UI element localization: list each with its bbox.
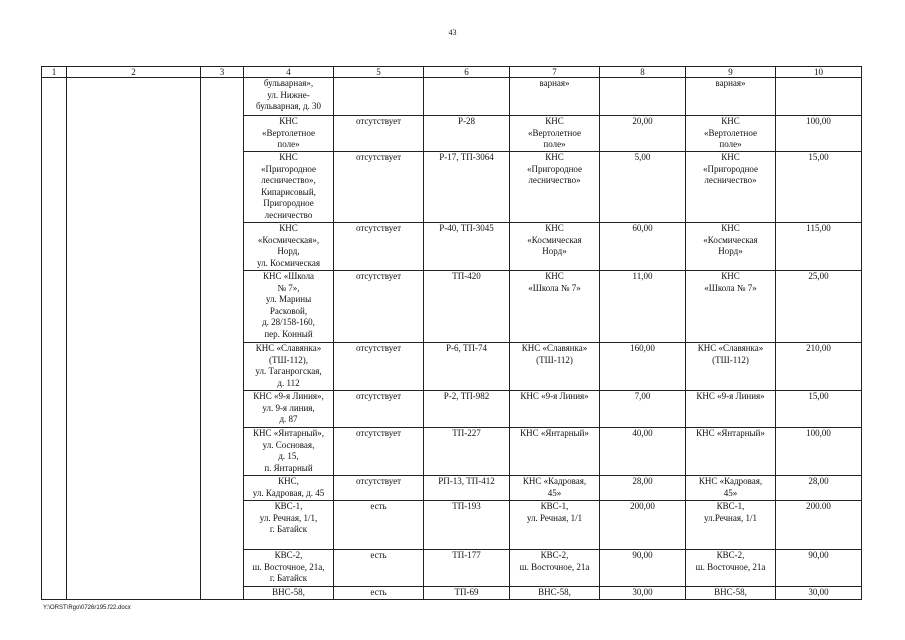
- cell-c4: КНС «Пригородное лесничество», Кипарисовый, Пригородное лесничество: [244, 152, 334, 223]
- cell-c5: есть: [334, 587, 424, 600]
- cell-c8: 60,00: [600, 223, 686, 271]
- cell-c9: КНС «Вертолетное поле»: [686, 116, 776, 152]
- cell-c4: КВС-1, ул. Речная, 1/1, г. Батайск: [244, 501, 334, 550]
- cell-c6: ТП-420: [424, 271, 510, 343]
- cell-c10: 210,00: [776, 343, 862, 391]
- cell-c6: [424, 78, 510, 116]
- cell-c6: РП-13, ТП-412: [424, 476, 510, 501]
- cell-c8: 90,00: [600, 550, 686, 587]
- cell-c8: 28,00: [600, 476, 686, 501]
- cell-c5: есть: [334, 550, 424, 587]
- cell-c7: КНС «Кадровая, 45»: [510, 476, 600, 501]
- cell-c5: отсутствует: [334, 116, 424, 152]
- cell-c7: КВС-1, ул. Речная, 1/1: [510, 501, 600, 550]
- cell-c7: КВС-2, ш. Восточное, 21а: [510, 550, 600, 587]
- cell-c10: 90,00: [776, 550, 862, 587]
- cell-c6: Р-17, ТП-3064: [424, 152, 510, 223]
- cell-c8: 20,00: [600, 116, 686, 152]
- cell-c6: ТП-193: [424, 501, 510, 550]
- cell-c6: Р-40, ТП-3045: [424, 223, 510, 271]
- cell-c5: отсутствует: [334, 271, 424, 343]
- cell-c4: КВС-2, ш. Восточное, 21а, г. Батайск: [244, 550, 334, 587]
- cell-c5: [334, 78, 424, 116]
- data-table: [41, 66, 862, 600]
- cell-c5: отсутствует: [334, 428, 424, 476]
- header-cell: 7: [510, 67, 600, 78]
- header-cell: 4: [244, 67, 334, 78]
- cell-c7: варная»: [510, 78, 600, 116]
- table-row: [42, 78, 862, 116]
- cell-c9: варная»: [686, 78, 776, 116]
- cell-c6: ТП-177: [424, 550, 510, 587]
- cell-c10: 100,00: [776, 116, 862, 152]
- cell-c7: КНС «Славянка» (ТШ-112): [510, 343, 600, 391]
- cell-c10: 30,00: [776, 587, 862, 600]
- cell-c4: КНС «Славянка» (ТШ-112), ул. Таганрогская, д. 112: [244, 343, 334, 391]
- header-cell: 2: [67, 67, 201, 78]
- cell-c10: 200.00: [776, 501, 862, 550]
- cell-c10: 28,00: [776, 476, 862, 501]
- cell-c8: 200,00: [600, 501, 686, 550]
- cell-c4: КНС «9-я Линия», ул. 9-я линия, д. 87: [244, 391, 334, 428]
- cell-c9: КНС «9-я Линия»: [686, 391, 776, 428]
- header-cell: 5: [334, 67, 424, 78]
- cell-c4: КНС «Космическая», Норд, ул. Космическая: [244, 223, 334, 271]
- cell-c9: КНС «Космическая Норд»: [686, 223, 776, 271]
- cell-c10: 25,00: [776, 271, 862, 343]
- cell-c9: КНС «Янтарный»: [686, 428, 776, 476]
- cell-c6: Р-2, ТП-982: [424, 391, 510, 428]
- cell-c7: КНС «Вертолетное поле»: [510, 116, 600, 152]
- cell-c5: отсутствует: [334, 223, 424, 271]
- cell-c7: КНС «Космическая Норд»: [510, 223, 600, 271]
- cell-c5: есть: [334, 501, 424, 550]
- file-path-footer: Y:\ORST\Rgo\0726r195.f22.docx: [43, 605, 131, 611]
- cell-c8: 30,00: [600, 587, 686, 600]
- cell-c8: 11,00: [600, 271, 686, 343]
- cell-c6: ТП-69: [424, 587, 510, 600]
- cell-c9: КНС «Школа № 7»: [686, 271, 776, 343]
- cell-c6: Р-6, ТП-74: [424, 343, 510, 391]
- merged-cell-c3: [201, 78, 244, 600]
- table-header-row: [42, 67, 862, 78]
- cell-c7: ВНС-58,: [510, 587, 600, 600]
- cell-c4: КНС «Янтарный», ул. Сосновая, д. 15, п. Янтарный: [244, 428, 334, 476]
- cell-c7: КНС «9-я Линия»: [510, 391, 600, 428]
- merged-cell-c1: [42, 78, 67, 600]
- cell-c7: КНС «Школа № 7»: [510, 271, 600, 343]
- cell-c6: ТП-227: [424, 428, 510, 476]
- merged-cell-c2: [67, 78, 201, 600]
- cell-c6: Р-28: [424, 116, 510, 152]
- cell-c9: КНС «Кадровая, 45»: [686, 476, 776, 501]
- header-cell: 3: [201, 67, 244, 78]
- page-number: 43: [448, 28, 457, 37]
- cell-c4: КНС «Вертолетное поле»: [244, 116, 334, 152]
- cell-c9: КНС «Славянка» (ТШ-112): [686, 343, 776, 391]
- cell-c10: 115,00: [776, 223, 862, 271]
- cell-c8: 7,00: [600, 391, 686, 428]
- header-cell: 10: [776, 67, 862, 78]
- header-cell: 1: [42, 67, 67, 78]
- cell-c9: КВС-1, ул.Речная, 1/1: [686, 501, 776, 550]
- cell-c9: КНС «Пригородное лесничество»: [686, 152, 776, 223]
- cell-c8: 40,00: [600, 428, 686, 476]
- cell-c9: ВНС-58,: [686, 587, 776, 600]
- header-cell: 6: [424, 67, 510, 78]
- cell-c4: КНС «Школа № 7», ул. Марины Расковой, д. 28/158-160, пер. Конный: [244, 271, 334, 343]
- cell-c4: КНС, ул. Кадровая, д. 45: [244, 476, 334, 501]
- cell-c10: 15,00: [776, 391, 862, 428]
- cell-c5: отсутствует: [334, 152, 424, 223]
- cell-c5: отсутствует: [334, 391, 424, 428]
- cell-c8: 160,00: [600, 343, 686, 391]
- cell-c4: ВНС-58,: [244, 587, 334, 600]
- cell-c5: отсутствует: [334, 343, 424, 391]
- cell-c8: 5,00: [600, 152, 686, 223]
- cell-c7: КНС «Пригородное лесничество»: [510, 152, 600, 223]
- cell-c10: 100,00: [776, 428, 862, 476]
- cell-c8: [600, 78, 686, 116]
- cell-c9: КВС-2, ш. Восточное, 21а: [686, 550, 776, 587]
- cell-c5: отсутствует: [334, 476, 424, 501]
- cell-c10: 15,00: [776, 152, 862, 223]
- cell-c4: бульварная», ул. Нижне- бульварная, д. 30: [244, 78, 334, 116]
- cell-c7: КНС «Янтарный»: [510, 428, 600, 476]
- cell-c10: [776, 78, 862, 116]
- header-cell: 8: [600, 67, 686, 78]
- header-cell: 9: [686, 67, 776, 78]
